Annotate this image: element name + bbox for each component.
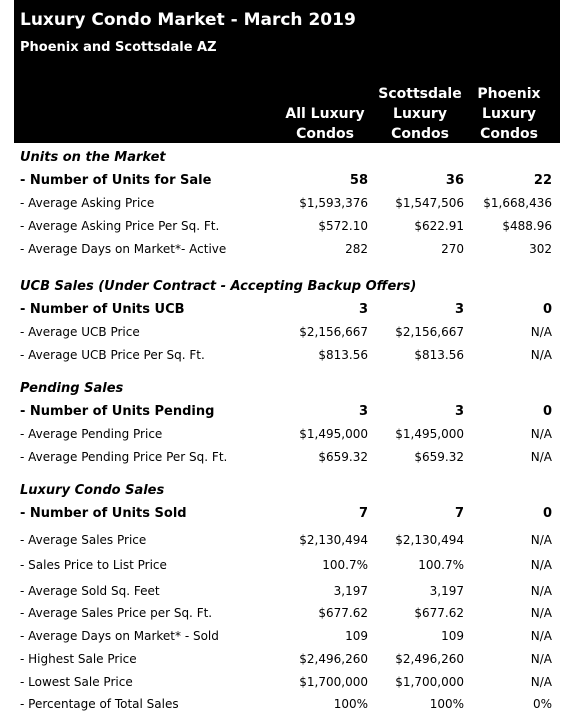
cell-phoenix: N/A bbox=[530, 450, 552, 464]
row-label: - Average Days on Market* - Sold bbox=[20, 629, 219, 643]
row-label: - Number of Units UCB bbox=[20, 302, 185, 317]
row-label: - Percentage of Total Sales bbox=[20, 697, 179, 711]
cell-all-luxury: $1,495,000 bbox=[299, 427, 368, 441]
cell-all-luxury: 7 bbox=[358, 506, 368, 521]
cell-all-luxury: $572.10 bbox=[318, 219, 368, 233]
row-label: - Sales Price to List Price bbox=[20, 558, 167, 572]
table-row bbox=[0, 302, 574, 322]
cell-phoenix: N/A bbox=[530, 427, 552, 441]
column-header-line: Luxury bbox=[482, 106, 536, 122]
column-header-line: Luxury bbox=[393, 106, 447, 122]
table-row bbox=[0, 533, 574, 553]
column-header-line: Condos bbox=[296, 126, 354, 142]
cell-phoenix: N/A bbox=[530, 675, 552, 689]
cell-phoenix: 0 bbox=[542, 302, 552, 317]
cell-scottsdale: 3,197 bbox=[429, 584, 464, 598]
table-row bbox=[0, 450, 574, 470]
cell-all-luxury: 3,197 bbox=[333, 584, 368, 598]
cell-phoenix: 22 bbox=[533, 173, 552, 188]
cell-phoenix: 0 bbox=[542, 404, 552, 419]
cell-all-luxury: 109 bbox=[345, 629, 368, 643]
cell-scottsdale: $2,130,494 bbox=[395, 533, 464, 547]
table-row bbox=[0, 629, 574, 649]
table-row bbox=[0, 173, 574, 193]
table-row bbox=[0, 558, 574, 578]
table-row bbox=[0, 404, 574, 424]
row-label: - Average Sales Price bbox=[20, 533, 147, 547]
table-row bbox=[0, 196, 574, 216]
table-row bbox=[0, 506, 574, 526]
row-label: - Average Asking Price Per Sq. Ft. bbox=[20, 219, 220, 233]
cell-scottsdale: $2,496,260 bbox=[395, 652, 464, 666]
cell-scottsdale: $2,156,667 bbox=[395, 325, 464, 339]
cell-scottsdale: 109 bbox=[441, 629, 464, 643]
cell-all-luxury: $677.62 bbox=[318, 606, 368, 620]
row-label: - Number of Units Sold bbox=[20, 506, 187, 521]
cell-phoenix: N/A bbox=[530, 652, 552, 666]
cell-phoenix: N/A bbox=[530, 533, 552, 547]
column-header-line: Condos bbox=[391, 126, 449, 142]
row-label: - Highest Sale Price bbox=[20, 652, 137, 666]
cell-all-luxury: 58 bbox=[349, 173, 368, 188]
cell-scottsdale: 100.7% bbox=[418, 558, 464, 572]
cell-all-luxury: $1,593,376 bbox=[299, 196, 368, 210]
table-row bbox=[0, 606, 574, 626]
column-header-line: Scottsdale bbox=[378, 86, 462, 102]
table-row bbox=[0, 325, 574, 345]
cell-phoenix: 0 bbox=[542, 506, 552, 521]
row-label: - Average Pending Price Per Sq. Ft. bbox=[20, 450, 228, 464]
cell-scottsdale: $1,547,506 bbox=[395, 196, 464, 210]
cell-all-luxury: 3 bbox=[358, 404, 368, 419]
cell-phoenix: 302 bbox=[529, 242, 552, 256]
table-row bbox=[0, 348, 574, 368]
cell-scottsdale: $622.91 bbox=[414, 219, 464, 233]
row-label: - Average Sales Price per Sq. Ft. bbox=[20, 606, 213, 620]
cell-all-luxury: 100.7% bbox=[322, 558, 368, 572]
cell-phoenix: N/A bbox=[530, 325, 552, 339]
cell-phoenix: N/A bbox=[530, 629, 552, 643]
cell-scottsdale: $1,700,000 bbox=[395, 675, 464, 689]
cell-phoenix: 0% bbox=[532, 697, 552, 711]
cell-all-luxury: 282 bbox=[345, 242, 368, 256]
cell-all-luxury: $2,496,260 bbox=[299, 652, 368, 666]
cell-phoenix: $488.96 bbox=[502, 219, 552, 233]
row-label: - Average Days on Market*- Active bbox=[20, 242, 227, 256]
section-pending-sales-title: Pending Sales bbox=[20, 381, 124, 396]
cell-all-luxury: $659.32 bbox=[318, 450, 368, 464]
cell-phoenix: $1,668,436 bbox=[483, 196, 552, 210]
table-row bbox=[0, 427, 574, 447]
cell-all-luxury: $2,130,494 bbox=[299, 533, 368, 547]
cell-scottsdale: 270 bbox=[441, 242, 464, 256]
report-title: Luxury Condo Market - March 2019 bbox=[20, 10, 356, 30]
cell-scottsdale: $659.32 bbox=[414, 450, 464, 464]
cell-phoenix: N/A bbox=[530, 584, 552, 598]
row-label: - Number of Units for Sale bbox=[20, 173, 212, 188]
cell-phoenix: N/A bbox=[530, 558, 552, 572]
cell-phoenix: N/A bbox=[530, 348, 552, 362]
table-row bbox=[0, 242, 574, 262]
cell-scottsdale: 3 bbox=[454, 302, 464, 317]
table-row bbox=[0, 652, 574, 672]
cell-phoenix: N/A bbox=[530, 606, 552, 620]
column-header-line: All Luxury bbox=[285, 106, 365, 122]
cell-all-luxury: $1,700,000 bbox=[299, 675, 368, 689]
cell-scottsdale: 7 bbox=[454, 506, 464, 521]
section-ucb-sales-title: UCB Sales (Under Contract - Accepting Backup Offers) bbox=[20, 279, 417, 294]
row-label: - Number of Units Pending bbox=[20, 404, 215, 419]
cell-scottsdale: 3 bbox=[454, 404, 464, 419]
cell-scottsdale: $1,495,000 bbox=[395, 427, 464, 441]
cell-all-luxury: 3 bbox=[358, 302, 368, 317]
section-units-on-market-title: Units on the Market bbox=[20, 150, 166, 165]
cell-all-luxury: $2,156,667 bbox=[299, 325, 368, 339]
table-row bbox=[0, 675, 574, 695]
table-row bbox=[0, 584, 574, 604]
column-header-line: Phoenix bbox=[477, 86, 541, 102]
cell-scottsdale: $677.62 bbox=[414, 606, 464, 620]
cell-scottsdale: $813.56 bbox=[414, 348, 464, 362]
row-label: - Average Asking Price bbox=[20, 196, 155, 210]
cell-scottsdale: 100% bbox=[429, 697, 464, 711]
table-row bbox=[0, 219, 574, 239]
row-label: - Average UCB Price Per Sq. Ft. bbox=[20, 348, 205, 362]
table-row bbox=[0, 697, 574, 717]
row-label: - Lowest Sale Price bbox=[20, 675, 133, 689]
column-header-line: Condos bbox=[480, 126, 538, 142]
cell-all-luxury: 100% bbox=[333, 697, 368, 711]
cell-scottsdale: 36 bbox=[445, 173, 464, 188]
section-condo-sales-title: Luxury Condo Sales bbox=[20, 483, 165, 498]
row-label: - Average UCB Price bbox=[20, 325, 140, 339]
row-label: - Average Sold Sq. Feet bbox=[20, 584, 160, 598]
cell-all-luxury: $813.56 bbox=[318, 348, 368, 362]
row-label: - Average Pending Price bbox=[20, 427, 163, 441]
report-subtitle: Phoenix and Scottsdale AZ bbox=[20, 40, 217, 55]
